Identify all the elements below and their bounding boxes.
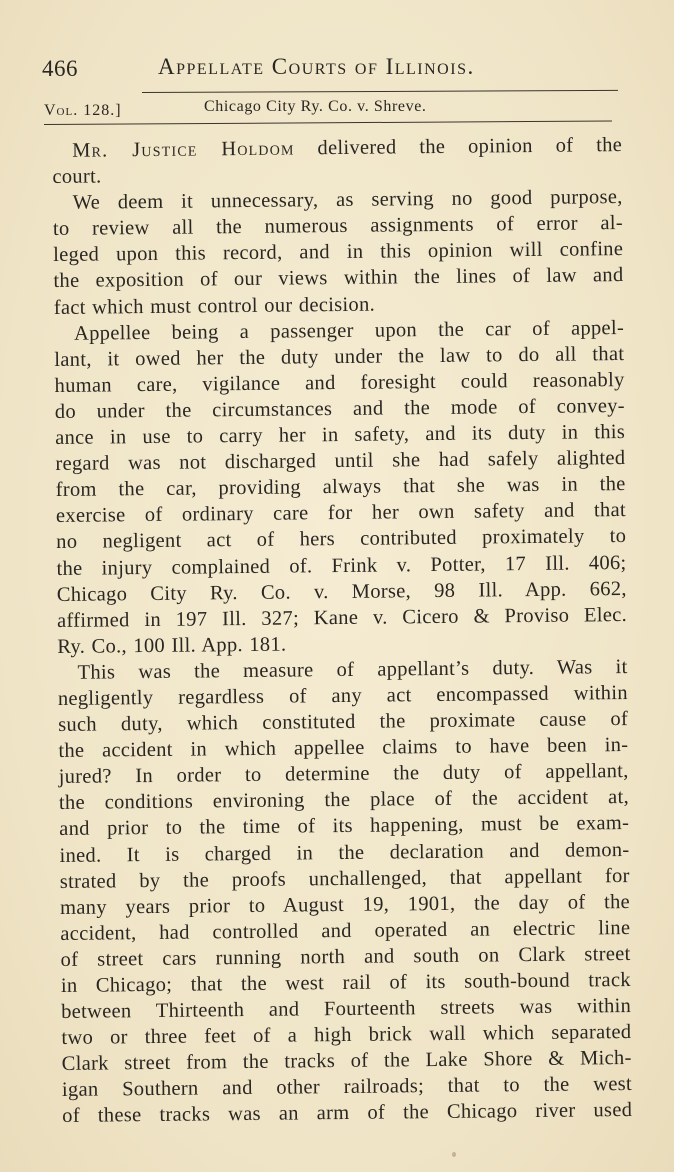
- text-line: the accident in which appellee claims to have been in-: [58, 734, 629, 763]
- running-title: Appellate Courts of Illinois.: [158, 54, 475, 79]
- text-line: Ry. Co., 100 Ill. App. 181.: [57, 633, 287, 658]
- paper-speck: [452, 1152, 456, 1157]
- text-line: to review all the numerous assignments of error al-: [52, 212, 624, 241]
- header-rule: [142, 90, 618, 93]
- text-line: affirmed in 197 Ill. 327; Kane v. Cicero & Proviso Elec.: [56, 603, 628, 632]
- text-line: fact which must control our decision.: [53, 293, 376, 319]
- text-line: in Chicago; that the west rail of its south-bound track: [60, 968, 631, 997]
- justice-name: Mr. Justice Holdom: [72, 137, 295, 162]
- text-line: the exposition of our views within the lines of law and: [53, 264, 624, 293]
- text-line: strated by the proofs unchallenged, that appellant for: [59, 864, 630, 893]
- text-line-content: delivered the opinion of the: [294, 134, 623, 160]
- case-name: Chicago City Ry. Co. v. Shreve.: [204, 98, 427, 115]
- text-line: Clark street from the tracks of the Lake Shore & Mich-: [61, 1047, 632, 1076]
- page-number: 466: [42, 56, 78, 81]
- text-line: Chicago City Ry. Co. v. Morse, 98 Ill. App. 662,: [56, 577, 627, 606]
- text-line: human care, vigilance and foresight could reasonably: [54, 368, 625, 397]
- text-line: negligently regardless of any act encompassed within: [57, 681, 628, 710]
- text-line: We deem it unnecessary, as serving no good purpose,: [72, 186, 623, 214]
- text-line: the injury complained of. Frink v. Potter, 17 Ill. 406;: [56, 551, 627, 580]
- text-line: exercise of ordinary care for her own safety and that: [55, 499, 627, 528]
- volume-label: Vol. 128.]: [44, 102, 122, 119]
- text-line: between Thirteenth and Fourteenth streets was within: [61, 995, 632, 1024]
- text-line: ined. It is charged in the declaration and demon-: [59, 838, 630, 867]
- text-line: and prior to the time of its happening, must be exam-: [59, 812, 630, 841]
- text-line: igan Southern and other railroads; that to the west: [61, 1073, 633, 1102]
- text-line: regard was not discharged until she had safely alighted: [55, 447, 626, 476]
- text-line: leged upon this record, and in this opinion will confine: [53, 238, 624, 267]
- text-line: court.: [52, 165, 102, 189]
- text-line: Appellee being a passenger upon the car of appel-: [73, 316, 625, 345]
- opinion-text: [52, 132, 632, 1129]
- text-line: of these tracks was an arm of the Chicago river used: [62, 1099, 633, 1128]
- text-line: lant, it owed her the duty under the law to do all that: [54, 342, 625, 371]
- text-line: no negligent act of hers contributed proximately to: [56, 525, 627, 554]
- text-line: jured? In order to determine the duty of appellant,: [58, 760, 629, 789]
- text-line: of street cars running north and south on Clark street: [60, 942, 631, 971]
- text-line: This was the measure of appellant’s duty. Was it: [77, 655, 628, 684]
- text-line: many years prior to August 19, 1901, the day of the: [59, 890, 631, 919]
- text-line: the conditions environing the place of the accident at,: [58, 786, 630, 815]
- text-line: such duty, which constituted the proximate cause of: [58, 708, 629, 737]
- text-line: do under the circumstances and the mode of convey-: [54, 394, 625, 423]
- text-line: from the car, providing always that she was in the: [55, 473, 626, 502]
- text-line: ance in use to carry her in safety, and its duty in this: [55, 421, 626, 450]
- running-head: [40, 52, 640, 88]
- text-line: two or three feet of a high brick wall which separated: [61, 1021, 632, 1050]
- text-line: accident, had controlled and operated an electric line: [60, 916, 631, 945]
